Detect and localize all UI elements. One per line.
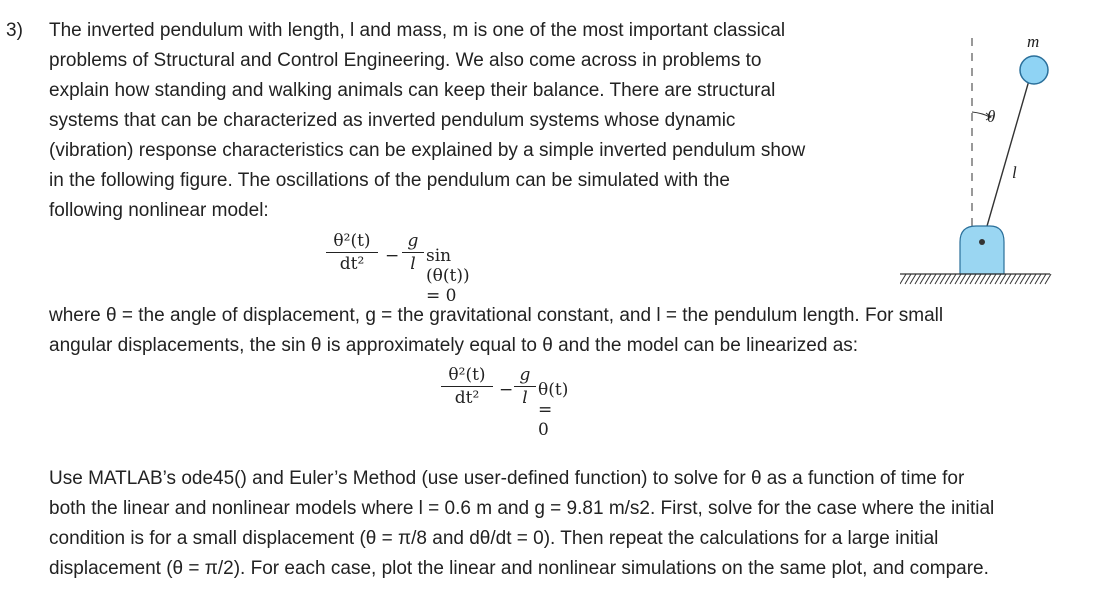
hatch-stroke [975, 274, 981, 284]
intro-line-3: explain how standing and walking animals can keep their balance. There are structural [49, 80, 776, 101]
hatch-stroke [1015, 274, 1021, 284]
pendulum-diagram [900, 20, 1060, 300]
hatch-stroke [1010, 274, 1016, 284]
equation-nonlinear-g: g [407, 231, 419, 251]
hatch-stroke [910, 274, 916, 284]
intro-line-5: (vibration) response characteristics can be explained by a simple inverted pendulum show [49, 140, 806, 161]
hatch-stroke [930, 274, 936, 284]
hatch-stroke [900, 274, 906, 284]
intro-line-7: following nonlinear model: [49, 200, 269, 221]
hatch-stroke [915, 274, 921, 284]
equation-linear-g-over-l [514, 365, 536, 408]
intro-line-4: systems that can be characterized as inverted pendulum systems whose dynamic [49, 110, 736, 131]
hatch-stroke [960, 274, 966, 284]
hatch-stroke [955, 274, 961, 284]
inverted-pendulum-figure [900, 20, 1060, 300]
hatch-stroke [1000, 274, 1006, 284]
problem-number: 3) [6, 20, 23, 41]
hatch-stroke [945, 274, 951, 284]
hatch-stroke [935, 274, 941, 284]
hatch-stroke [940, 274, 946, 284]
hatch-stroke [920, 274, 926, 284]
hatch-stroke [1005, 274, 1011, 284]
final-line-1: Use MATLAB’s ode45() and Euler’s Method (use user-defined function) to solve for θ as a function of time for [49, 468, 965, 489]
intro-line-6: in the following figure. The oscillations of the pendulum can be simulated with the [49, 170, 730, 191]
hatch-stroke [1045, 274, 1051, 284]
equation-nonlinear-rest: sin (θ(t)) = 0 [426, 246, 470, 306]
hatch-stroke [995, 274, 1001, 284]
equation-nonlinear-minus: − [385, 246, 400, 266]
equation-nonlinear-denominator: dt² [339, 254, 365, 274]
hatch-stroke [985, 274, 991, 284]
final-line-2: both the linear and nonlinear models where l = 0.6 m and g = 9.81 m/s2. First, solve for the case where the initial [49, 498, 995, 519]
final-line-4: displacement (θ = π/2). For each case, plot the linear and nonlinear simulations on the same plot, and compare. [49, 558, 989, 579]
equation-linear-fraction [441, 365, 493, 408]
final-line-3: condition is for a small displacement (θ = π/8 and dθ/dt = 0). Then repeat the calculations for a large initial [49, 528, 939, 549]
equation-nonlinear-g-over-l [402, 231, 424, 274]
pendulum-rod [983, 70, 1032, 240]
hatch-stroke [1025, 274, 1031, 284]
hatch-stroke [925, 274, 931, 284]
hatch-stroke [950, 274, 956, 284]
ground-hatching [900, 274, 1051, 284]
hatch-stroke [970, 274, 976, 284]
intro-line-2: problems of Structural and Control Engineering. We also come across in problems to [49, 50, 762, 71]
hatch-stroke [1035, 274, 1041, 284]
pivot-pin [979, 239, 985, 245]
equation-linear-l: l [522, 388, 528, 408]
pivot-base [960, 226, 1004, 274]
equation-nonlinear-l: l [410, 254, 416, 274]
equation-linear-minus: − [499, 380, 514, 400]
hatch-stroke [1020, 274, 1026, 284]
hatch-stroke [1030, 274, 1036, 284]
intro-line-1: The inverted pendulum with length, l and mass, m is one of the most important classical [49, 20, 786, 41]
equation-linear-rest: θ(t) = 0 [538, 380, 569, 440]
middle-line-1: where θ = the angle of displacement, g = the gravitational constant, and l = the pendulum length. For small [49, 305, 944, 326]
equation-linear-g: g [519, 365, 531, 385]
hatch-stroke [980, 274, 986, 284]
hatch-stroke [905, 274, 911, 284]
middle-line-2: angular displacements, the sin θ is approximately equal to θ and the model can be linearized as: [49, 335, 859, 356]
hatch-stroke [1040, 274, 1046, 284]
equation-nonlinear-numerator: θ²(t) [333, 231, 371, 251]
pendulum-bob [1020, 56, 1048, 84]
hatch-stroke [965, 274, 971, 284]
mass-label: m [1027, 32, 1040, 51]
hatch-stroke [990, 274, 996, 284]
length-label: l [1012, 163, 1017, 182]
equation-nonlinear-fraction [326, 231, 378, 274]
equation-linear-numerator: θ²(t) [448, 365, 486, 385]
angle-label: θ [987, 107, 996, 126]
equation-linear-denominator: dt² [454, 388, 480, 408]
